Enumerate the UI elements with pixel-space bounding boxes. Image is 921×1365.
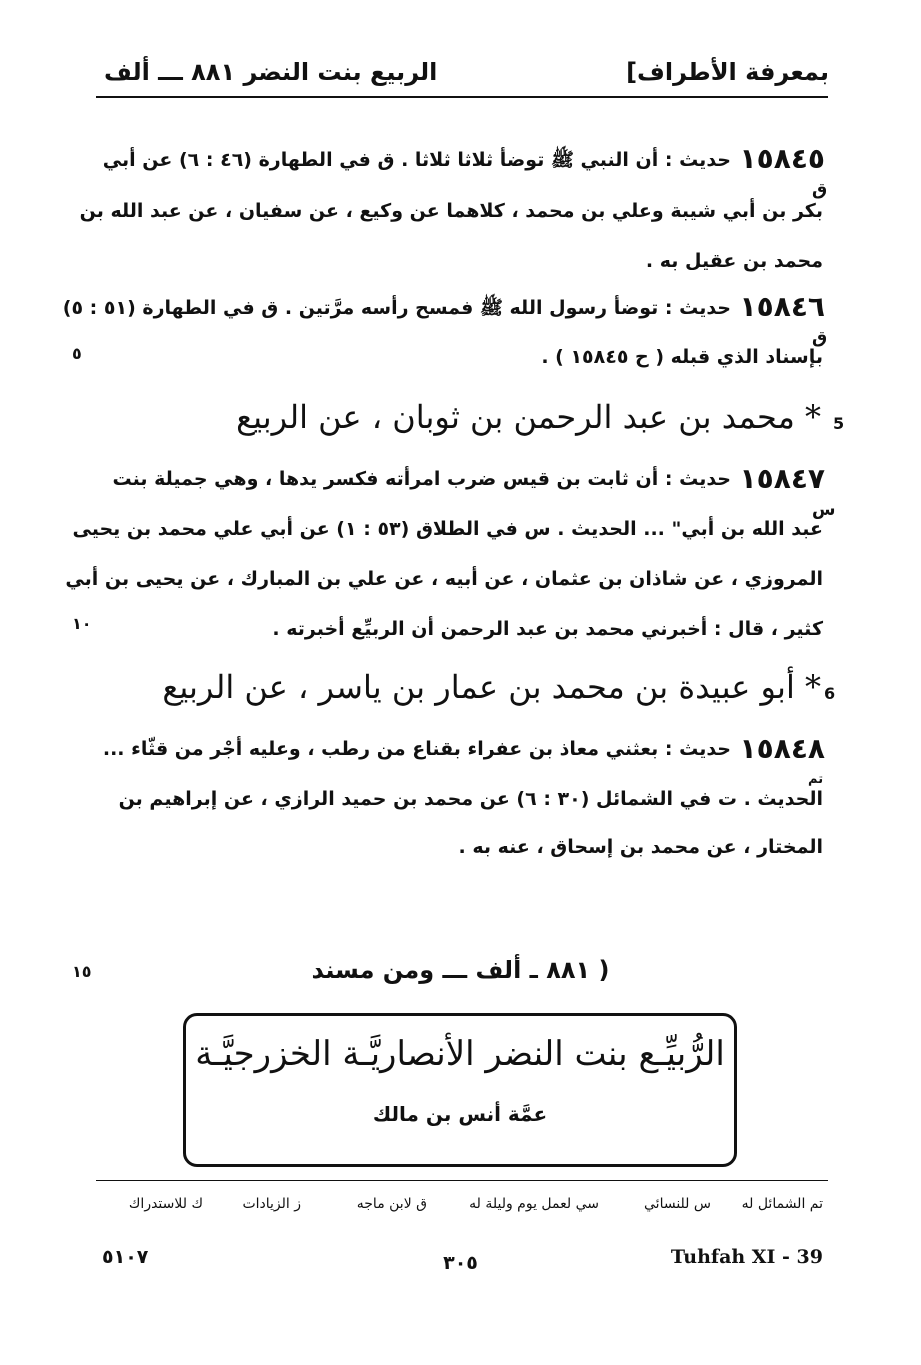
- chapter-marker: 6: [824, 684, 836, 703]
- footnote-item: ز الزيادات: [242, 1196, 301, 1212]
- footnote-item: تم الشمائل له: [741, 1196, 823, 1212]
- musnad-title-box: [183, 1013, 737, 1167]
- footnote-item: س للنسائي: [644, 1196, 711, 1212]
- source-siglum-margin: ق: [812, 180, 828, 200]
- chapter-title: * محمد بن عبد الرحمن بن ثوبان ، عن الربيع: [236, 398, 821, 436]
- chapter-marker: 5: [833, 414, 845, 433]
- footnote-item: سي لعمل يوم وليلة له: [469, 1196, 599, 1212]
- chapter-title: * أبو عبيدة بن محمد بن عمار بن ياسر ، عن الربيع: [162, 668, 821, 706]
- hadith-number: ١٥٨٤٨: [739, 732, 825, 765]
- musnad-subtitle: عمَّة أنس بن مالك: [372, 1102, 548, 1126]
- hadith-line-2: بإسناد الذي قبله ( ح ١٥٨٤٥ ) .: [541, 346, 823, 368]
- source-siglum-margin: ق: [812, 328, 828, 348]
- page-number: ٣٠٥: [443, 1252, 478, 1274]
- hadith-line-4: كثير ، قال : أخبرني محمد بن عبد الرحمن أن الربيِّع أخبرته .: [272, 618, 823, 640]
- footer-serial-number: ٥١٠٧: [102, 1246, 149, 1268]
- hadith-line-2: الحديث . ت في الشمائل (٣٠ : ٦) عن محمد بن حميد الرازي ، عن إبراهيم بن: [118, 788, 823, 810]
- hadith-number: ١٥٨٤٦: [739, 290, 825, 323]
- hadith-line-1: حديث : أن ثابت بن قيس ضرب امرأته فكسر يدها ، وهي جميلة بنت: [112, 468, 731, 490]
- hadith-number: ١٥٨٤٥: [739, 142, 825, 175]
- hadith-number: ١٥٨٤٧: [739, 462, 825, 495]
- header-rule: [96, 96, 828, 98]
- hadith-line-2: عبد الله بن أبي" ... الحديث . س في الطلاق (٥٣ : ١) عن أبي علي محمد بن يحيى: [72, 518, 823, 540]
- hadith-line-1: حديث : توضأ رسول الله ﷺ فمسح رأسه مرَّتين . ق في الطهارة (٥١ : ٥): [62, 297, 731, 319]
- running-head-left: الربيع بنت النضر ٨٨١ ـــ ألف: [104, 58, 438, 86]
- line-number-marker: ١٠: [72, 614, 92, 633]
- running-head-right: بمعرفة الأطراف]: [626, 58, 829, 86]
- hadith-line-1: حديث : بعثني معاذ بن عفراء بقناع من رطب ، وعليه أجْر من قثّاء ...: [102, 738, 731, 760]
- hadith-line-3: المروزي ، عن شاذان بن عثمان ، عن أبيه ، عن علي بن المبارك ، عن يحيى بن أبي: [65, 568, 823, 590]
- footnote-item: ق لابن ماجه: [356, 1196, 427, 1212]
- hadith-line-3: المختار ، عن محمد بن إسحاق ، عنه به .: [458, 836, 823, 858]
- line-number-marker: ٥: [72, 344, 82, 363]
- source-siglum-margin: س: [812, 500, 836, 520]
- footer-book-reference: Tuhfah XI - 39: [670, 1246, 823, 1268]
- source-siglum-margin: تم: [808, 772, 824, 787]
- musnad-heading: ( ٨٨١ ـ ألف ـــ ومن مسند: [311, 956, 610, 984]
- line-number-marker: ١٥: [72, 962, 92, 981]
- hadith-line-2: بكر بن أبي شيبة وعلي بن محمد ، كلاهما عن وكيع ، عن سفيان ، عن عبد الله بن: [79, 200, 823, 222]
- hadith-line-3: محمد بن عقيل به .: [645, 250, 823, 272]
- footnote-item: ك للاستدراك: [128, 1196, 203, 1212]
- footnote-rule: [96, 1180, 828, 1181]
- hadith-line-1: حديث : أن النبي ﷺ توضأ ثلاثا ثلاثا . ق في الطهارة (٤٦ : ٦) عن أبي: [102, 149, 731, 171]
- musnad-title: الرُّبيِّـع بنت النضر الأنصاريَّـة الخزرجيَّـة: [195, 1034, 725, 1074]
